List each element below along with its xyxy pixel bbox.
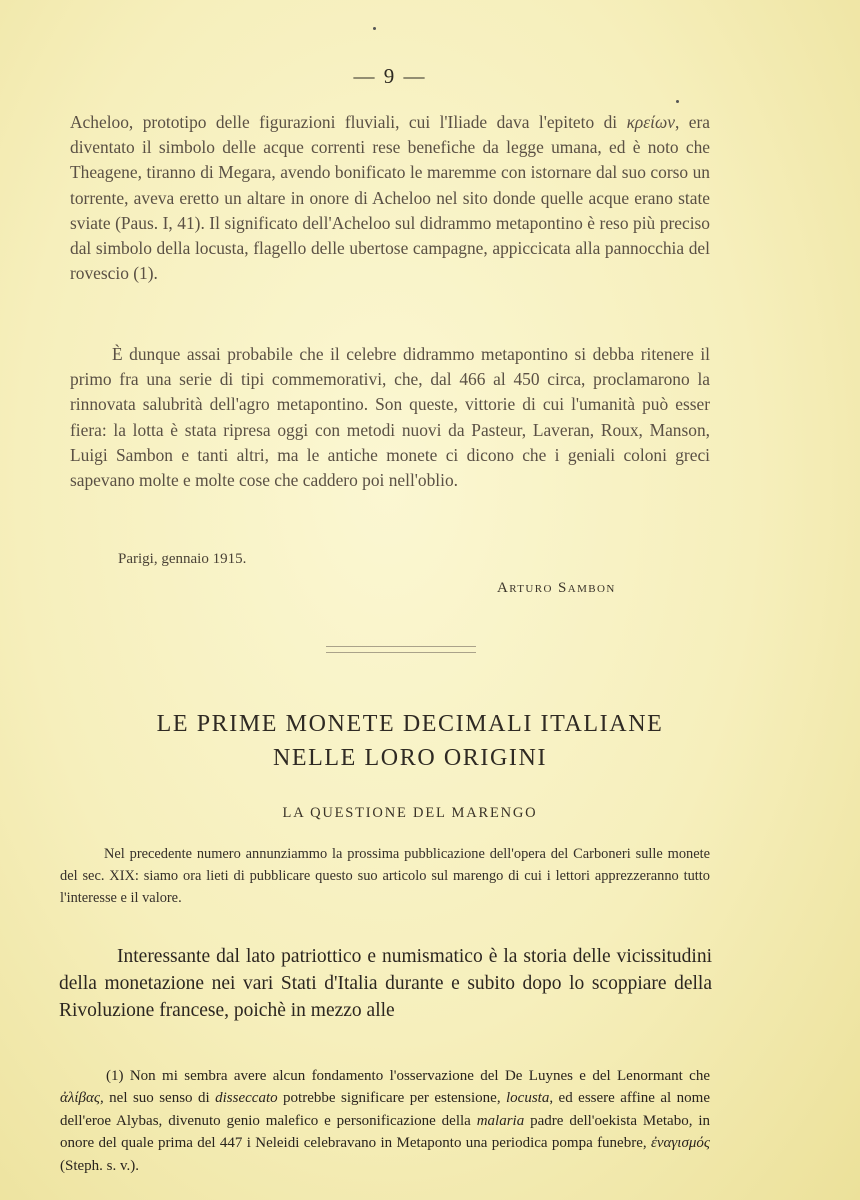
greek-epithet: κρείων xyxy=(626,112,675,132)
ink-speck xyxy=(676,100,679,103)
article-title-line-1: LE PRIME MONETE DECIMALI ITALIANE xyxy=(156,711,664,737)
italic-word: malaria xyxy=(476,1112,525,1129)
italic-word: locusta xyxy=(506,1090,550,1107)
article-opening-paragraph: Interessante dal lato patriottico e numismatico è la storia delle vicissitudini della monetazione nei vari Stati d'Italia durante e subito dopo lo scoppiare della Rivoluzione francese, poichè in mezzo alle xyxy=(59,946,712,1021)
footnote-text: (1) Non mi sembra avere alcun fondamento l'osservazione del De Luynes e del Lenormant che xyxy=(106,1068,710,1084)
page-number: — 9 — xyxy=(353,64,427,88)
paragraph-text-start: Acheloo, prototipo delle figurazioni fluviali, cui l'Iliade dava l'epiteto di xyxy=(70,112,627,132)
greek-word: ἀλίβας xyxy=(60,1090,100,1107)
article-subtitle: LA QUESTIONE DEL MARENGO xyxy=(282,805,538,821)
footnote-text: (Steph. s. v.). xyxy=(60,1157,140,1174)
section-separator xyxy=(326,646,476,653)
editorial-note: Nel precedente numero annunziammo la prossima pubblicazione dell'opera del Carboneri sulle monete del sec. XIX: siamo ora lieti di pubblicare questo suo articolo sul marengo di cui i lettori apprezzeranno tutto l'interesse e il valore. xyxy=(60,846,710,906)
footnote xyxy=(60,1065,710,1177)
greek-word: ἐναγισμός xyxy=(650,1135,710,1152)
footnote-text: , ed essere affine al nome dell'eroe Alybas, divenuto genio malefico e personificazione della xyxy=(60,1090,710,1129)
italic-word: disseccato xyxy=(215,1090,278,1107)
footnote-text: potrebbe significare per estensione, xyxy=(277,1090,507,1107)
top-paragraph-acheloo xyxy=(70,110,710,286)
footnote-text: , nel suo senso di xyxy=(99,1090,216,1107)
ink-speck xyxy=(373,27,376,30)
author-signature: Arturo Sambon xyxy=(497,580,616,596)
place-date: Parigi, gennaio 1915. xyxy=(118,551,247,567)
top-paragraph-didrammo: È dunque assai probabile che il celebre didrammo metapontino si debba ritenere il primo fra una serie di tipi commemorativi, che, dal 466 al 450 circa, proclamarono la rinnovata salubrità dell'agro metapontino. Son queste, vittorie di cui l'umanità può esser fiera: la lotta è stata ripresa oggi con metodi nuovi da Pasteur, Laveran, Roux, Manson, Luigi Sambon e tanti altri, ma le antiche monete ci dicono che i geniali coloni greci sapevano molte e molte cose che caddero poi nell'oblio. xyxy=(70,344,710,491)
article-title-line-2: NELLE LORO ORIGINI xyxy=(272,745,548,771)
paragraph-text-end: , era diventato il simbolo delle acque correnti rese benefiche da legge umana, ed è noto che Theagene, tiranno di Megara, avendo bonificato le maremme con istornare dal suo corso un torrente, aveva eretto un altare in onore di Acheloo nel sito donde quelle acque erano state sviate (Paus. I, 41). Il significato dell'Acheloo sul didrammo metapontino è reso più preciso dal simbolo della locusta, flagello delle ubertose campagne, appiccicata alla pannocchia del rovescio (1). xyxy=(70,112,710,284)
footnote-text: padre dell'oekista Metabo, in onore del quale prima del 447 i Neleidi celebravano in Metaponto una periodica pompa funebre, xyxy=(60,1112,711,1152)
